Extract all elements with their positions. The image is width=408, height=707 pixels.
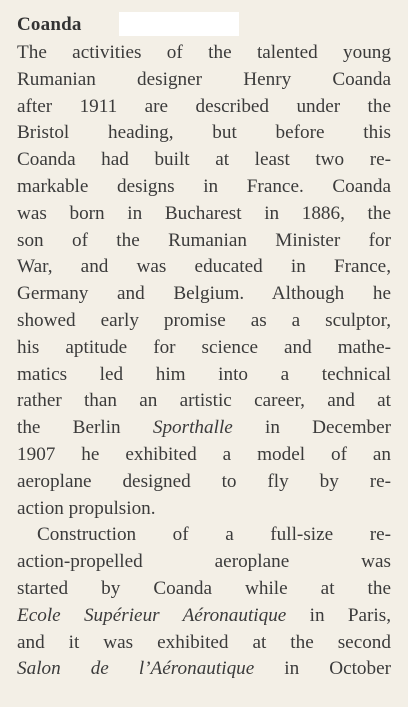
text-run: in Paris, [286,604,391,626]
text-line [17,415,391,442]
text-line [17,201,391,228]
document-page [17,10,391,683]
text-run: and it was exhibited at the second [17,631,391,653]
text-line [17,335,391,362]
text-line [17,603,391,630]
text-run: action propulsion. [17,497,156,519]
italic-text: Salon de l’Aéronautique [17,658,255,680]
text-line [17,362,391,389]
text-run: Bristol heading, but before this [17,122,391,144]
text-line [17,522,391,549]
text-line [17,549,391,576]
text-line [17,40,391,67]
text-line [17,656,391,683]
redaction-box [119,12,239,36]
text-line [17,496,391,523]
text-line [17,308,391,335]
text-run: showed early promise as a sculptor, [17,309,391,331]
text-run: markable designs in France. Coanda [17,175,391,197]
section-heading: Coanda [17,14,82,35]
text-run: Germany and Belgium. Although he [17,283,391,305]
text-line [17,120,391,147]
text-line [17,147,391,174]
heading-row [17,10,391,40]
text-run: 1907 he exhibited a model of an [17,443,391,465]
text-run: son of the Rumanian Minister for [17,229,391,251]
italic-text: Ecole Supérieur Aéronautique [17,604,287,626]
text-run: The activities of the talented young [17,42,391,63]
italic-text: Sporthalle [152,417,233,439]
text-line [17,174,391,201]
text-run: in December [232,417,391,439]
text-run: was born in Bucharest in 1886, the [17,202,391,224]
text-run: after 1911 are described under the [17,95,391,117]
text-run: his aptitude for science and mathe- [17,336,391,358]
text-run: rather than an artistic career, and at [17,390,391,412]
body-text [17,40,391,683]
text-run: Coanda had built at least two re- [17,149,391,171]
text-line [17,630,391,657]
text-run: the Berlin [17,417,153,439]
text-line [17,469,391,496]
text-run: action-propelled aeroplane was [17,551,391,573]
text-line [17,228,391,255]
text-run: matics led him into a technical [17,363,391,385]
text-line [17,576,391,603]
text-run: War, and was educated in France, [17,256,391,278]
text-run: Construction of a full-size re- [37,524,391,546]
text-run: Rumanian designer Henry Coanda [17,68,391,90]
text-run: started by Coanda while at the [17,577,391,599]
text-line [17,94,391,121]
text-run: aeroplane designed to fly by re- [17,470,391,492]
text-line [17,442,391,469]
text-line [17,67,391,94]
text-line [17,388,391,415]
text-run: in October [254,658,391,680]
text-line [17,281,391,308]
text-line [17,254,391,281]
